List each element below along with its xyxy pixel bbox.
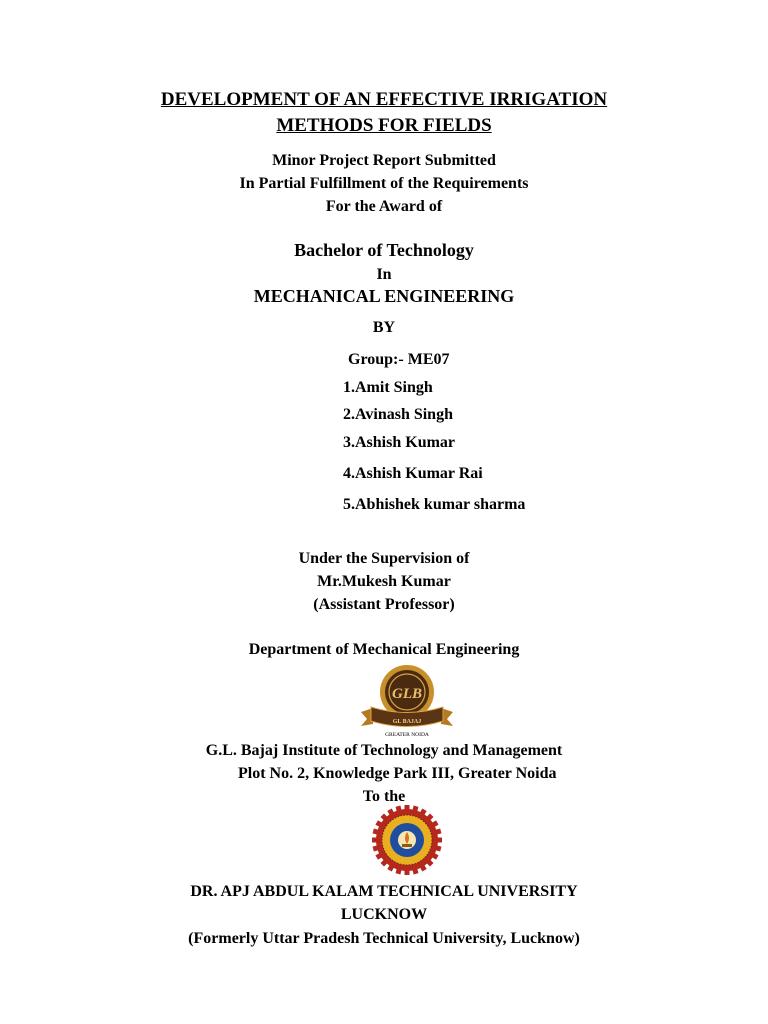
member-3: 3.Ashish Kumar (343, 434, 456, 451)
submission-line-1: Minor Project Report Submitted (272, 152, 496, 169)
university-line-2: LUCKNOW (340, 906, 428, 923)
supervisor-name: Mr.Mukesh Kumar (317, 573, 451, 590)
to-the: To the (362, 788, 406, 805)
institute-address: Plot No. 2, Knowledge Park III, Greater Noida (238, 765, 557, 782)
member-2: 2.Avinash Singh (343, 406, 453, 423)
title-line-1: DEVELOPMENT OF AN EFFECTIVE IRRIGATION (160, 89, 608, 110)
group-label: Group:- ME07 (348, 351, 450, 368)
logo-lamp-base (402, 844, 412, 847)
degree-branch: MECHANICAL ENGINEERING (253, 286, 515, 306)
title-line-2: METHODS FOR FIELDS (276, 115, 492, 136)
department-name: Department of Mechanical Engineering (248, 641, 520, 658)
logo-caption: GREATER NOIDA (385, 732, 429, 738)
institute-logo (357, 662, 457, 738)
university-logo (367, 804, 447, 876)
university-line-1: DR. APJ ABDUL KALAM TECHNICAL UNIVERSITY (190, 883, 578, 900)
supervision-line-1: Under the Supervision of (298, 550, 470, 567)
degree-in: In (376, 266, 392, 283)
submission-line-2: In Partial Fulfillment of the Requirements (239, 175, 529, 192)
university-line-3: (Formerly Uttar Pradesh Technical University, Lucknow) (188, 930, 580, 947)
logo-ribbon-text: GL BAJAJ (392, 719, 422, 725)
member-4: 4.Ashish Kumar Rai (343, 465, 483, 482)
by-label: BY (372, 319, 396, 336)
logo-monogram: GLB (392, 686, 422, 702)
institute-name: G.L. Bajaj Institute of Technology and Management (205, 742, 563, 759)
degree-name: Bachelor of Technology (294, 240, 474, 260)
member-5: 5.Abhishek kumar sharma (343, 496, 526, 513)
member-1: 1.Amit Singh (343, 379, 433, 396)
supervisor-designation: (Assistant Professor) (313, 596, 455, 613)
submission-line-3: For the Award of (325, 198, 443, 215)
